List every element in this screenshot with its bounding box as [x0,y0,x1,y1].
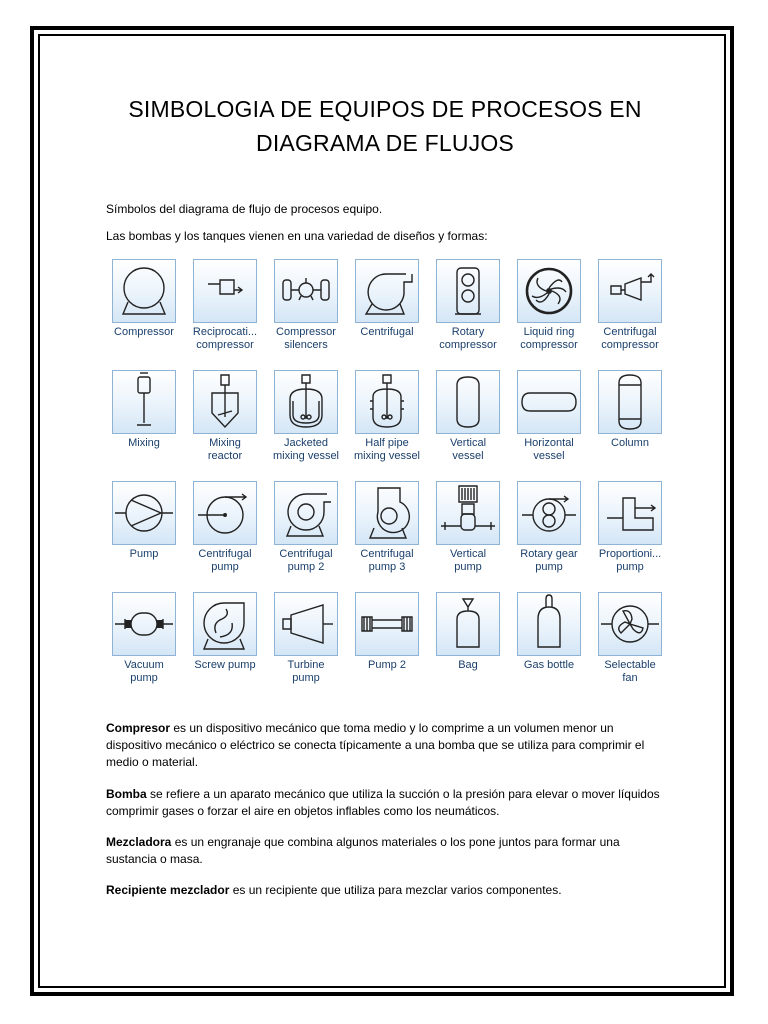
centrifugal-icon [355,259,419,323]
symbol-label: Screw pump [194,659,256,671]
pump-2-icon [355,592,419,656]
rotary-gear-pump-icon [517,481,581,545]
symbol-tile [104,253,184,363]
symbol-label: Reciprocati... compressor [192,326,258,351]
symbol-label: Jacketed mixing vessel [272,437,340,462]
symbol-label: Turbine pump [287,659,325,684]
screw-pump-icon [193,592,257,656]
symbol-tile [347,475,427,585]
centrifugal-compressor-icon [598,259,662,323]
symbol-tile [509,586,589,696]
symbol-label: Vacuum pump [124,659,164,684]
symbol-tile [509,253,589,363]
symbol-tile [347,364,427,474]
symbol-grid [104,253,672,703]
symbol-tile [590,475,670,585]
definition-mezcladora [106,834,666,868]
vertical-pump-icon [436,481,500,545]
symbol-label: Liquid ring compressor [520,326,578,351]
symbol-label: Horizontal vessel [524,437,574,462]
symbol-label: Mixing [128,437,160,449]
symbol-tile [428,253,508,363]
title-line-1: SIMBOLOGIA DE EQUIPOS DE PROCESOS EN [128,96,642,122]
symbol-label: Column [611,437,649,449]
definition-bomba [106,786,666,820]
column-icon [598,370,662,434]
symbol-tile [185,253,265,363]
symbol-tile [347,253,427,363]
symbol-label: Compressor silencers [276,326,336,351]
bag-icon [436,592,500,656]
intro-paragraph-1: Símbolos del diagrama de flujo de procesos equipo. [106,202,383,216]
symbol-label: Gas bottle [523,659,575,671]
symbol-label: Centrifugal [360,326,414,338]
symbol-tile [428,475,508,585]
compressor-icon [112,259,176,323]
half-pipe-mixing-vessel-icon [355,370,419,434]
selectable-fan-icon [598,592,662,656]
symbol-label: Rotary compressor [439,326,497,351]
gas-bottle-icon [517,592,581,656]
symbol-tile [590,586,670,696]
definition-text: es un dispositivo mecánico que toma medio y lo comprime a un volumen menor un dispositivo mecánico o eléctrico se conecta típicamente a una bomba que se utiliza para comprimir el medio o material. [106,721,645,769]
symbol-label: Pump [129,548,159,560]
symbol-tile [104,475,184,585]
symbol-label: Proportioni... pump [598,548,662,573]
definition-text: se refiere a un aparato mecánico que utiliza la succión o la presión para elevar o mover líquidos comprimir gases o forzar el aire en objetos inflables como los neumáticos. [106,787,660,818]
symbol-tile [185,586,265,696]
definition-term: Bomba [106,787,147,801]
symbol-label: Centrifugal pump [198,548,252,573]
symbol-label: Vertical pump [449,548,487,573]
symbol-label: Centrifugal compressor [601,326,659,351]
symbol-tile [104,364,184,474]
liquid-ring-compressor-icon [517,259,581,323]
pump-icon [112,481,176,545]
definition-recipiente-mezclador [106,882,666,899]
symbol-label: Bag [458,659,478,671]
turbine-pump-icon [274,592,338,656]
mixing-reactor-icon [193,370,257,434]
reciprocating-compressor-icon [193,259,257,323]
mixing-icon [112,370,176,434]
symbol-tile [266,586,346,696]
symbol-label: Selectable fan [604,659,656,684]
proportioning-pump-icon [598,481,662,545]
horizontal-vessel-icon [517,370,581,434]
definition-term: Recipiente mezclador [106,883,230,897]
symbol-tile [266,364,346,474]
definition-text: es un recipiente que utiliza para mezclar varios componentes. [229,883,562,897]
intro-paragraph-2: Las bombas y los tanques vienen en una variedad de diseños y formas: [106,229,488,243]
vertical-vessel-icon [436,370,500,434]
symbol-tile [590,253,670,363]
page-title [90,92,680,160]
definition-term: Compresor [106,721,171,735]
definition-compresor [106,720,666,771]
symbol-tile [590,364,670,474]
symbol-tile [185,475,265,585]
symbol-label: Vertical vessel [449,437,487,462]
definition-term: Mezcladora [106,835,172,849]
symbol-tile [509,364,589,474]
symbol-tile [347,586,427,696]
vacuum-pump-icon [112,592,176,656]
jacketed-mixing-vessel-icon [274,370,338,434]
symbol-tile [185,364,265,474]
title-line-2: DIAGRAMA DE FLUJOS [256,130,514,156]
symbol-label: Half pipe mixing vessel [353,437,421,462]
symbol-label: Mixing reactor [207,437,243,462]
centrifugal-pump-3-icon [355,481,419,545]
definition-text: es un engranaje que combina algunos materiales o los pone juntos para formar una sustancia o masa. [106,835,620,866]
rotary-compressor-icon [436,259,500,323]
symbol-tile [428,364,508,474]
symbol-tile [104,586,184,696]
symbol-tile [266,475,346,585]
symbol-label: Rotary gear pump [520,548,578,573]
centrifugal-pump-2-icon [274,481,338,545]
symbol-label: Compressor [114,326,174,338]
symbol-label: Centrifugal pump 2 [279,548,333,573]
compressor-silencers-icon [274,259,338,323]
symbol-tile [509,475,589,585]
symbol-tile [266,253,346,363]
centrifugal-pump-icon [193,481,257,545]
symbol-label: Pump 2 [368,659,406,671]
symbol-label: Centrifugal pump 3 [360,548,414,573]
symbol-tile [428,586,508,696]
